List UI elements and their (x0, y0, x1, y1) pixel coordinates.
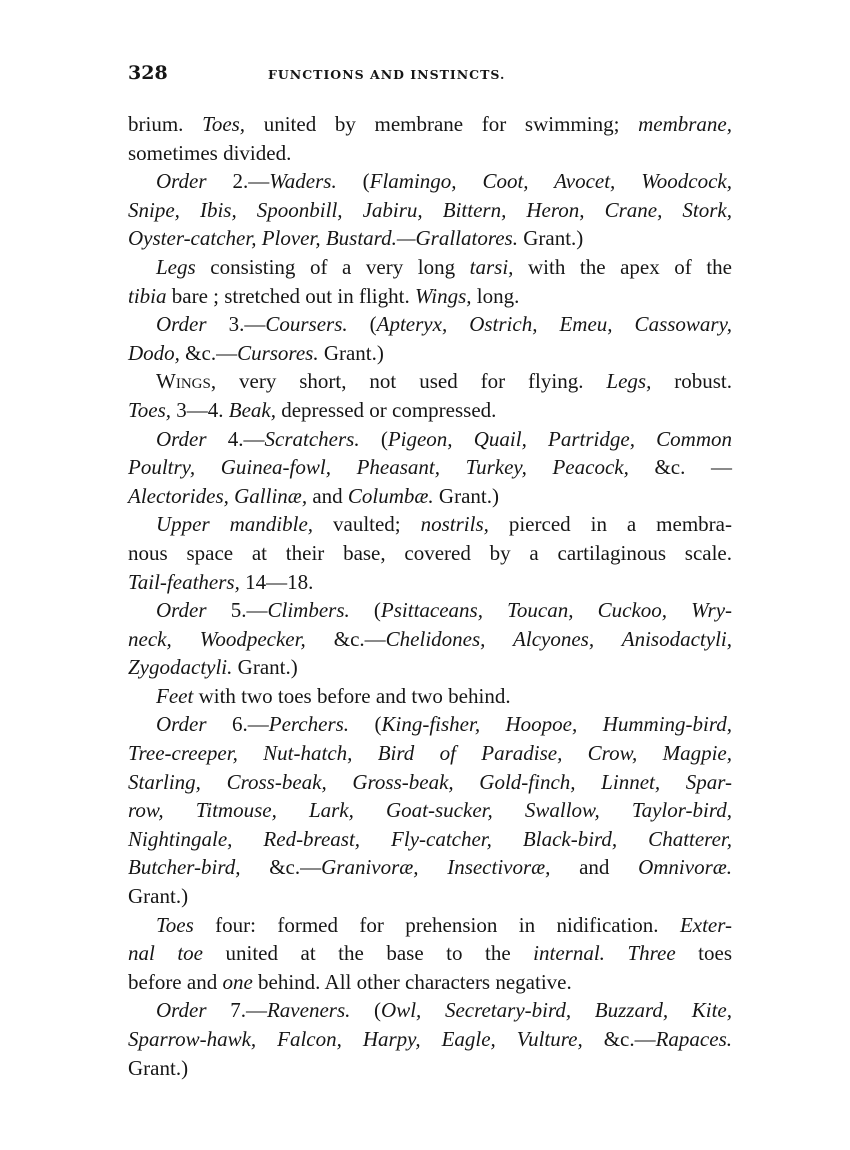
text-segment: with two toes before and two behind. (193, 683, 511, 708)
text-segment: consisting of a very long (195, 254, 470, 279)
italic-text: Toes, (202, 112, 246, 136)
text-line (128, 682, 732, 711)
text-segment: 14—18. (239, 569, 314, 594)
text-segment: &c.— (582, 1027, 656, 1051)
text-segment: &c.— (179, 340, 238, 365)
text-line (128, 453, 732, 482)
text-segment: Grant.) (318, 340, 384, 365)
text-segment: ( (349, 712, 382, 737)
text-line (128, 825, 732, 854)
text-segment: 4.— (206, 426, 265, 451)
text-line (128, 968, 732, 997)
text-segment: Grant.) (433, 483, 499, 508)
text-line (128, 539, 732, 568)
page-number: 328 (128, 62, 168, 84)
running-head: FUNCTIONS AND INSTINCTS. (268, 67, 506, 82)
text-line (128, 882, 732, 911)
italic-text: Three (627, 941, 676, 966)
italic-text: Zygodactyli. (128, 655, 233, 680)
text-line (128, 139, 732, 168)
italic-text: Columbæ. (347, 483, 434, 508)
italic-text: Raveners. (266, 998, 351, 1023)
italic-text: Chelidones, Alcyones, Anisodactyli, (385, 626, 732, 651)
text-segment: vaulted; (313, 512, 421, 537)
text-segment: before and (128, 969, 223, 994)
italic-text: Oyster-catcher, Plover, Bustard.—Grallatores. (128, 226, 518, 251)
italic-text: Dodo, (128, 340, 180, 365)
italic-text: neck, Woodpecker, (128, 626, 306, 651)
italic-text: nal toe (128, 941, 203, 966)
italic-text: Beak, (228, 397, 276, 422)
text-segment: 3.— (206, 312, 266, 337)
italic-text: Order (156, 426, 207, 451)
italic-text: one (222, 969, 253, 994)
text-segment: ( (359, 426, 388, 451)
italic-text: Pigeon, Quail, Partridge, Common (387, 426, 732, 451)
text-line (128, 482, 732, 511)
text-segment: , very short, not used for flying. (210, 369, 607, 394)
text-line (128, 596, 732, 625)
italic-text: Tail-feathers, (128, 569, 240, 594)
italic-text: Butcher-bird, (128, 855, 241, 880)
italic-text: Psittaceans, Toucan, Cuckoo, Wry- (380, 598, 733, 623)
italic-text: membrane, (638, 112, 732, 136)
italic-text: Wings, (414, 283, 472, 308)
text-segment: depressed or compressed. (275, 397, 497, 422)
small-caps-text: Wings (156, 369, 211, 394)
italic-text: Scratchers. (264, 426, 360, 451)
text-segment: 3—4. (171, 397, 229, 422)
italic-text: Waders. (269, 169, 337, 194)
italic-text: Omnivoræ. (638, 855, 732, 880)
text-line (128, 1025, 732, 1054)
italic-text: Owl, Secretary-bird, Buzzard, Kite, (381, 998, 732, 1023)
text-line (128, 339, 732, 368)
text-segment: &c.— (305, 626, 386, 651)
text-line (128, 710, 732, 739)
text-segment: 2.— (206, 169, 270, 194)
italic-text: Coursers. (265, 312, 348, 337)
italic-text: Upper mandible, (156, 512, 314, 537)
text-segment: united at the base to the (203, 941, 534, 966)
text-line (128, 653, 732, 682)
text-line (128, 1054, 732, 1083)
italic-text: Feet (156, 683, 194, 708)
italic-text: Sparrow-hawk, Falcon, Harpy, Eagle, Vulture, (128, 1027, 583, 1051)
text-line (128, 110, 732, 139)
text-segment: behind. All other characters negative. (252, 969, 572, 994)
italic-text: Rapaces. (655, 1027, 732, 1051)
text-segment: ( (347, 312, 377, 337)
text-line (128, 739, 732, 768)
italic-text: Alectorides, Gallinæ, (128, 483, 308, 508)
text-segment: Grant.) (232, 655, 298, 680)
text-segment: 5.— (206, 598, 268, 623)
italic-text: Cursores. (237, 340, 319, 365)
text-segment (605, 941, 628, 965)
italic-text: Order (156, 598, 207, 623)
text-segment: Grant.) (517, 226, 584, 251)
text-line (128, 196, 732, 225)
text-segment: Grant.) (128, 1055, 189, 1080)
text-segment: and (550, 855, 639, 880)
text-segment: ( (350, 998, 382, 1023)
italic-text: Order (156, 998, 207, 1023)
text-segment: robust. (651, 369, 733, 394)
italic-text: Order (156, 312, 207, 337)
italic-text: internal. (533, 941, 605, 966)
text-segment: united by membrane for swimming; (245, 112, 639, 136)
italic-text: Climbers. (267, 598, 350, 623)
text-line (128, 396, 732, 425)
text-line (128, 167, 732, 196)
italic-text: Poultry, Guinea-fowl, Pheasant, Turkey, Peacock, (128, 455, 629, 480)
italic-text: Exter- (679, 912, 732, 937)
italic-text: Flamingo, Coot, Avocet, Woodcock, (369, 169, 733, 194)
text-line (128, 568, 732, 597)
text-line (128, 853, 732, 882)
text-segment: &c. — (628, 455, 732, 480)
text-segment: brium. (128, 112, 203, 136)
italic-text: King-fisher, Hoopoe, Humming-bird, (381, 712, 732, 737)
italic-text: Legs (156, 254, 196, 279)
text-line (128, 425, 732, 454)
text-line (128, 625, 732, 654)
italic-text: Toes, (128, 397, 171, 422)
text-segment: and (307, 483, 348, 508)
text-segment: with the apex of the (513, 254, 733, 279)
italic-text: tibia (128, 283, 167, 308)
text-segment: ( (336, 169, 370, 194)
italic-text: Apteryx, Ostrich, Emeu, Cassowary, (376, 312, 733, 337)
text-segment: nous space at their base, covered by a cartilaginous scale. (128, 540, 732, 565)
italic-text: row, Titmouse, Lark, Goat-sucker, Swallow, Taylor-bird, (128, 798, 732, 823)
italic-text: Starling, Cross-beak, Gross-beak, Gold-finch, Linnet, Spar- (128, 769, 732, 794)
text-line (128, 939, 732, 968)
text-line (128, 224, 732, 253)
italic-text: Order (156, 169, 207, 194)
text-segment: long. (471, 283, 520, 308)
italic-text: Snipe, Ibis, Spoonbill, Jabiru, Bittern, Heron, Crane, Stork, (128, 197, 732, 222)
italic-text: Perchers. (268, 712, 350, 737)
text-segment: ( (349, 598, 381, 623)
text-segment: bare ; stretched out in flight. (166, 283, 415, 308)
text-segment: 6.— (206, 712, 269, 737)
text-segment: &c.— (240, 855, 322, 880)
text-line (128, 367, 732, 396)
italic-text: Toes (156, 912, 194, 937)
text-segment: sometimes divided. (128, 140, 292, 165)
text-line (128, 510, 732, 539)
text-segment: 7.— (206, 998, 267, 1023)
text-line (128, 796, 732, 825)
italic-text: tarsi, (469, 254, 514, 279)
italic-text: nostrils, (420, 512, 489, 537)
text-line (128, 996, 732, 1025)
text-line (128, 911, 732, 940)
text-line (128, 768, 732, 797)
text-segment: four: formed for prehension in nidification. (193, 912, 680, 937)
body-text (128, 110, 732, 1082)
text-segment: toes (675, 941, 732, 966)
page-header (128, 62, 732, 92)
italic-text: Tree-creeper, Nut-hatch, Bird of Paradise, Crow, Magpie, (128, 741, 732, 766)
text-segment: pierced in a membra- (488, 512, 732, 537)
text-segment: Grant.) (128, 884, 189, 909)
italic-text: Granivoræ, Insectivoræ, (321, 855, 551, 880)
italic-text: Legs, (606, 369, 652, 394)
italic-text: Order (156, 712, 207, 737)
italic-text: Nightingale, Red-breast, Fly-catcher, Black-bird, Chatterer, (128, 826, 732, 851)
text-line (128, 282, 732, 311)
text-line (128, 310, 732, 339)
text-line (128, 253, 732, 282)
